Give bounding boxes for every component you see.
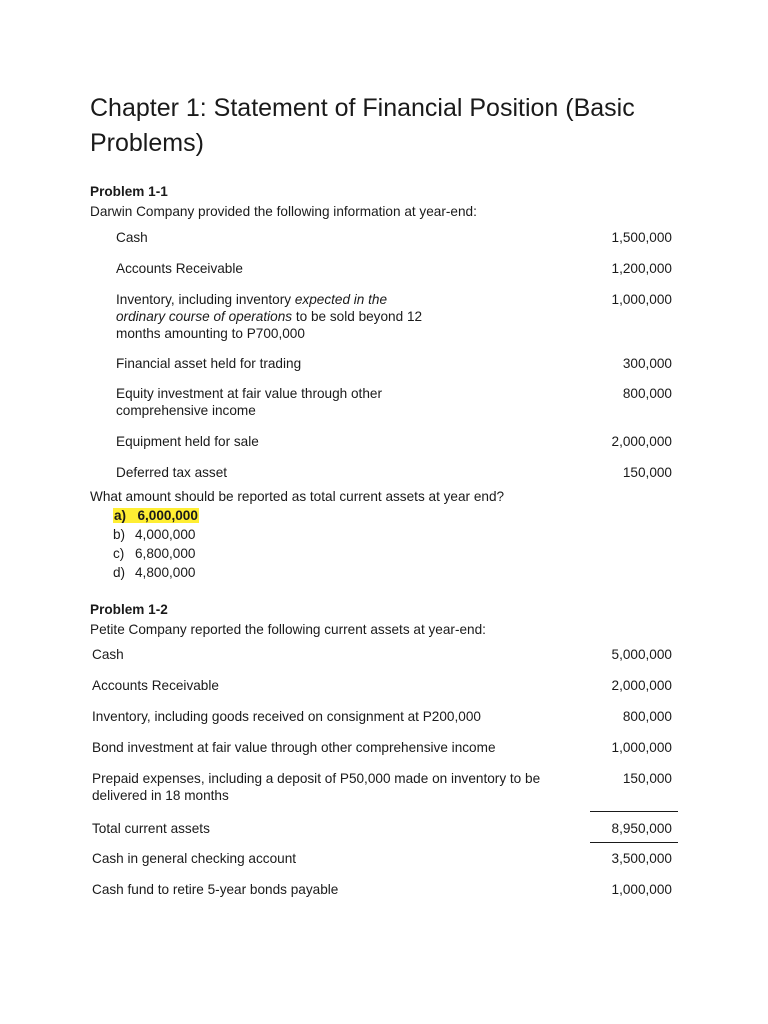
row-value: 3,500,000 [611,851,672,866]
p1-row-inventory [116,291,672,342]
row-label: Equity investment at fair value through other comprehensive income [116,386,382,418]
row-value: 1,500,000 [611,230,672,245]
row-label: Prepaid expenses, including a deposit of P50,000 made on inventory to be delivered in 18 months [92,771,541,803]
total-rule-top [590,811,678,812]
row-label: Financial asset held for trading [116,356,302,371]
row-value: 2,000,000 [611,678,672,693]
row-label: Bond investment at fair value through other comprehensive income [92,740,496,755]
problem-1-1-heading: Problem 1-1 [90,184,168,199]
option-letter: b) [113,527,126,542]
option-value: 4,000,000 [135,527,196,542]
page-title: Chapter 1: Statement of Financial Position (Basic Problems) [90,94,635,157]
option-letter: c) [113,546,125,561]
label-part: Inventory, including inventory [116,292,295,307]
row-value: 1,000,000 [611,882,672,897]
option-letter: d) [113,565,126,580]
option-value: 6,000,000 [137,508,198,523]
row-value: 1,200,000 [611,261,672,276]
row-value: 800,000 [622,386,672,401]
problem-1-1-intro: Darwin Company provided the following information at year-end: [90,204,477,219]
row-value: 1,000,000 [611,740,672,755]
total-rule-bottom [590,842,678,843]
p1-row-equity-investment [116,385,672,419]
row-value: 8,950,000 [611,821,672,836]
problem-1-2-heading: Problem 1-2 [90,602,168,617]
row-label: Equipment held for sale [116,434,259,449]
problem-1-1-question: What amount should be reported as total current assets at year end? [90,489,505,504]
problem-1-2-intro: Petite Company reported the following current assets at year-end: [90,622,486,637]
option-letter: a) [114,508,127,523]
row-label: Cash in general checking account [92,851,297,866]
label-italic-part: expected in the ordinary course of operations [116,292,388,324]
p2-row-prepaid-expenses [92,770,672,804]
row-value: 2,000,000 [611,434,672,449]
row-value: 300,000 [622,356,672,371]
row-label: Inventory, including goods received on consignment at P200,000 [92,709,481,724]
row-label: Cash [92,647,124,662]
label-part: to be sold beyond 12 months amounting to P700,000 [116,309,423,341]
row-value: 800,000 [622,709,672,724]
row-label [116,291,436,342]
row-label: Cash [116,230,148,245]
row-label: Cash fund to retire 5-year bonds payable [92,882,339,897]
option-value: 4,800,000 [135,565,196,580]
row-label: Accounts Receivable [116,261,243,276]
row-value: 150,000 [622,771,672,786]
option-a [113,507,199,524]
option-a-highlight [113,508,199,523]
row-value: 5,000,000 [611,647,672,662]
row-value: 1,000,000 [611,292,672,307]
row-label: Deferred tax asset [116,465,228,480]
option-value: 6,800,000 [135,546,196,561]
row-value: 150,000 [622,465,672,480]
row-label: Accounts Receivable [92,678,219,693]
row-label: Total current assets [92,821,210,836]
